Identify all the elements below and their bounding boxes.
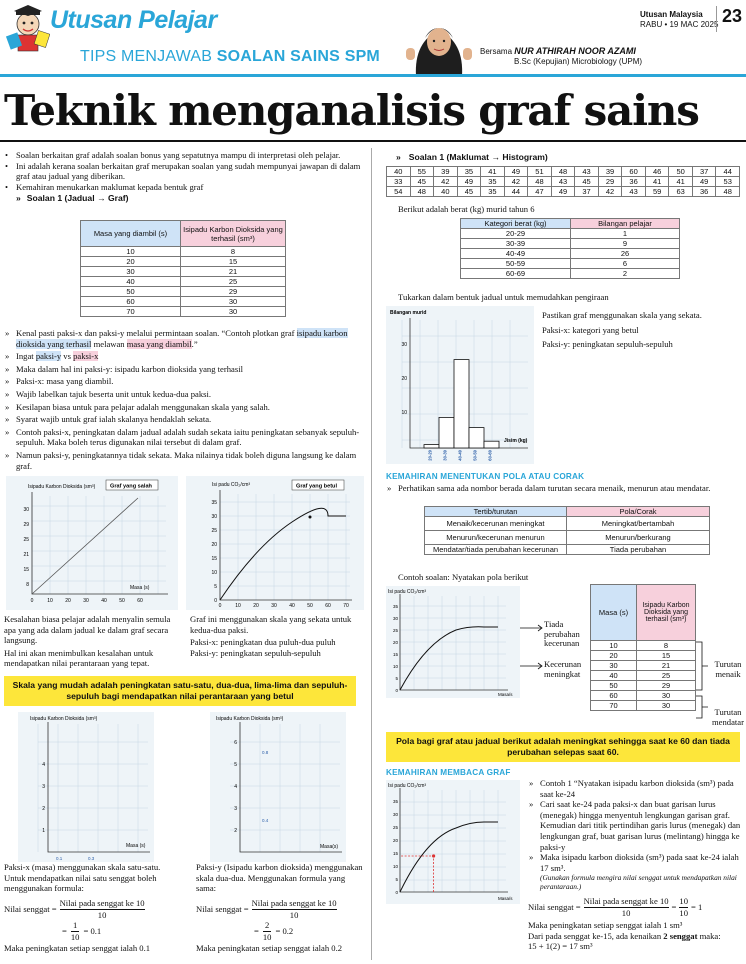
table-row: 60-69 2 (461, 269, 680, 279)
svg-text:3: 3 (234, 806, 237, 812)
svg-text:15: 15 (392, 851, 398, 856)
svg-text:15: 15 (211, 556, 217, 562)
svg-text:35: 35 (392, 799, 398, 804)
bersama-label: Bersama (480, 47, 513, 56)
author-credential: B.Sc (Kepujian) Microbiology (UPM) (514, 57, 643, 66)
wrong-xlabel: Masa (s) (130, 585, 150, 591)
svg-text:50: 50 (307, 603, 313, 609)
svg-text:20: 20 (392, 838, 398, 843)
histogram (386, 306, 534, 464)
tip-item: » Kenal pasti paksi-x dan paksi-y melalui permintaan soalan. “Contoh plotkan graf isipadu karbon dioksida yang terhasil melawan masa yang diambil.” (4, 328, 364, 349)
svg-text:10: 10 (392, 864, 398, 869)
svg-text:1: 1 (42, 828, 45, 834)
tips-list (4, 328, 364, 471)
svg-text:3: 3 (42, 784, 45, 790)
baca-item: » Cari saat ke-24 pada paksi-x dan buat garisan lurus (menegak) hingga menyentuh lengkungan garisan graf. Kemudian dari titik pertindihan garis lurus (menegak) dan lengkungan graf, buat garisan lurus (melintang) hingga ke paksi-y (528, 799, 744, 852)
svg-text:0.1: 0.1 (56, 856, 63, 861)
svg-text:20: 20 (392, 640, 398, 645)
headline-rule (0, 140, 746, 142)
svg-text:30: 30 (211, 514, 217, 520)
table-row: 40 25 (591, 671, 696, 681)
column-divider (371, 148, 372, 960)
th-isipadu: Isipadu Karbon Dioksida yang terhasil (sm³) (181, 221, 286, 247)
end-read-3: 15 + 1(2) = 17 sm³ (528, 941, 593, 952)
hist-ytick: 30 (401, 342, 407, 348)
callout-scale: Skala yang mudah adalah peningkatan satu-satu, dua-dua, lima-lima dan sepuluh-sepuluh bagi mendapatkan nilai perantaraan yang betul (4, 676, 356, 706)
table-row: 20 15 (81, 257, 286, 267)
author-name: NUR ATHIRAH NOOR AZAMI (514, 46, 636, 56)
caption-wrong-1: Kesalahan biasa pelajar adalah menyalin semula apa yang ada dalam jadual ke dalam graf secara langsung. (4, 614, 171, 646)
th-bilangan: Bilangan pelajar (571, 219, 680, 229)
svg-text:20: 20 (211, 542, 217, 548)
svg-text:35: 35 (211, 500, 217, 506)
hist-note: Paksi-x: kategori yang betul (542, 324, 639, 335)
masthead-bar (0, 74, 746, 77)
paper-date: RABU • 19 MAC 2025 (640, 20, 719, 29)
hist-ytick: 10 (401, 410, 407, 416)
soalan1-histogram-title: » Soalan 1 (Maklumat → Histogram) (396, 152, 548, 162)
table-masa-isipadu (80, 220, 286, 317)
g3-ylabel: Isipadu Karbon Dioksida (sm³) (30, 716, 98, 722)
page-number: 23 (716, 6, 742, 32)
table-row: Menurun/kecerunan menurun Menurun/berkurang (425, 531, 710, 545)
th-tertib: Tertib/turutan (425, 507, 567, 517)
table-row: Menaik/kecerunan meningkat Meningkat/bertambah (425, 517, 710, 531)
tip-item: » Contoh paksi-x, peningkatan dalam jadual adalah sudah sekata iaitu peningkatan sebanyak sepuluh-sepuluh. Maka boleh terus digunakan nilai tersebut di dalam graf. (4, 427, 364, 448)
label-tiada-perubahan: Tiada perubahan kecerunan (544, 619, 580, 648)
histogram-category: 60-69 (487, 450, 493, 461)
svg-text:10: 10 (235, 603, 241, 609)
headline: Teknik menganalisis graf sains (4, 86, 699, 135)
formula-read: Nilai senggat = Nilai pada senggat ke 10 10 = $\frac{10}{10}$ = 1 Maka peningkatan setiap senggat ialah 1 sm³ Dari pada senggat ke-15, ada kenaikan 2 senggat maka: 15 + 1(2) = 17 sm³ (528, 896, 744, 952)
svg-text:25: 25 (23, 537, 29, 543)
baca-item: » Contoh 1 “Nyatakan isipadu karbon dioksida (sm³) pada saat ke-24 (528, 778, 744, 799)
th-isipadu2: Isipadu Karbon Dioksida yang terhasil (sm³) (637, 585, 696, 641)
g5-xlabel: Masa/s (498, 692, 513, 697)
baca-note: (Gunakan formula mengira nilai senggat untuk mendapatkan nilai perantaraan.) (540, 873, 737, 892)
mascot-logo (6, 4, 50, 56)
section-pola: KEMAHIRAN MENENTUKAN POLA ATAU CORAK (386, 472, 585, 481)
svg-text:35: 35 (392, 604, 398, 609)
caption-g4: Paksi-y (Isipadu karbon dioksida) menggunakan skala dua-dua. Menggunakan formula yang sama: (196, 862, 363, 894)
svg-text:5: 5 (395, 676, 398, 681)
intro-bullet: • Kemahiran menukarkan maklumat kepada bentuk graf (4, 182, 364, 193)
g5-ylabel: Isi padu CO₂/cm³ (388, 589, 427, 595)
table-masa-pola (590, 584, 696, 711)
table-row: 40 55 39 35 41 49 51 48 43 39 60 46 50 37 44 (387, 167, 740, 177)
formula-g4: Nilai senggat = Nilai pada senggat ke 10 10 = $\frac{2}{10}$ = 0.2 Maka peningkatan setiap senggat ialah 0.2 (196, 898, 366, 954)
logo-text: Utusan Pelajar (50, 6, 217, 34)
end-g3: Maka peningkatan setiap senggat ialah 0.1 (4, 943, 151, 954)
svg-text:25: 25 (211, 528, 217, 534)
tip-item: » Wajib labelkan tajuk beserta unit untuk kedua-dua paksi. (4, 389, 364, 400)
th-masa: Masa yang diambil (s) (81, 221, 181, 247)
table-row: 50-59 6 (461, 259, 680, 269)
svg-text:2: 2 (42, 806, 45, 812)
baca-item: » Maka isipadu karbon dioksida (sm³) pada saat ke-24 ialah 17 sm³. (528, 852, 744, 873)
histogram-category: 30-39 (442, 450, 448, 461)
svg-text:0: 0 (218, 603, 222, 609)
tip-item: » Paksi-x: masa yang diambil. (4, 376, 364, 387)
g4-ylabel: Isipadu Karbon Dioksida (sm³) (216, 716, 284, 722)
svg-text:25: 25 (392, 628, 398, 633)
table-row: 60 30 (591, 691, 696, 701)
histogram-category: 50-59 (472, 450, 478, 461)
graph-pattern (386, 586, 520, 698)
caption-correct-2: Paksi-x: peningkatan dua puluh-dua puluh (190, 637, 336, 648)
intro-bullet: • Ini adalah kerana soalan berkaitan graf merupakan soalan yang sudah mempunyai jawapan di dalam graf atau jadual yang diberikan. (4, 161, 364, 182)
soalan1-title: Soalan 1 (Jadual → Graf) (26, 193, 129, 204)
svg-text:30: 30 (392, 812, 398, 817)
histogram-bar (454, 360, 469, 448)
svg-text:0.3: 0.3 (88, 856, 95, 861)
th-pola: Pola/Corak (567, 507, 710, 517)
caption-correct-3: Paksi-y: peningkatan sepuluh-sepuluh (190, 647, 321, 658)
svg-text:0: 0 (395, 688, 398, 693)
svg-text:20: 20 (253, 603, 259, 609)
svg-text:60: 60 (325, 603, 331, 609)
graph-read (386, 780, 520, 904)
wrong-label: Graf yang salah (110, 483, 152, 490)
g3-xlabel: Masa (s) (126, 843, 146, 849)
svg-text:40: 40 (101, 598, 107, 604)
table-row: 40 25 (81, 277, 286, 287)
svg-text:8: 8 (26, 582, 29, 588)
intro-bullet: • Soalan berkaitan graf adalah soalan bonus yang sepatutnya mampu di interpretasi oleh pelajar. (4, 150, 364, 161)
svg-text:5: 5 (395, 877, 398, 882)
svg-text:6: 6 (234, 740, 237, 746)
svg-text:21: 21 (23, 552, 29, 558)
svg-text:30: 30 (392, 616, 398, 621)
caption-correct (190, 614, 366, 658)
svg-text:0.4: 0.4 (262, 818, 269, 823)
callout-pola: Pola bagi graf atau jadual berikut adalah meningkat sehingga saat ke 60 dan tiada perubahan selepas saat 60. (386, 732, 740, 762)
arrow-pointers (520, 620, 546, 680)
th-kategori: Kategori berat (kg) (461, 219, 571, 229)
tip-item: » Maka dalam hal ini paksi-y: isipadu karbon dioksida yang terhasil (4, 364, 364, 375)
histogram-category: 20-29 (427, 450, 433, 461)
svg-text:5: 5 (214, 584, 217, 590)
svg-text:0.8: 0.8 (262, 750, 269, 755)
hist-ylabel: Bilangan murid (390, 310, 427, 316)
end-read-2: Dari pada senggat ke-15, ada kenaikan 2 senggat maka: (528, 930, 721, 941)
data-table (386, 166, 740, 197)
svg-text:0: 0 (395, 890, 398, 895)
svg-text:5: 5 (234, 762, 237, 768)
table-pola (424, 506, 710, 555)
table-row: 54 48 40 45 35 44 47 49 37 42 43 59 63 36 48 (387, 187, 740, 197)
intro-bullets: • Soalan berkaitan graf adalah soalan bonus yang sepatutnya mampu di interpretasi oleh pelajar. • Ini adalah kerana soalan berkaitan graf merupakan soalan yang sudah mempunyai jawapan di dalam graf atau jadual yang diberikan. • Kemahiran menukarkan maklumat kepada bentuk graf » Soalan 1 (Jadual → Graf) (4, 150, 364, 204)
svg-text:30: 30 (83, 598, 89, 604)
hist-note: Paksi-y: peningkatan sepuluh-sepuluh (542, 339, 673, 350)
hist-note: Pastikan graf menggunakan skala yang sekata. (542, 310, 702, 320)
table-row: 20-29 1 (461, 229, 680, 239)
byline (480, 46, 642, 67)
label-turutan-menaik: Turutan menaik (714, 659, 742, 679)
svg-text:20: 20 (65, 598, 71, 604)
histogram-bar (469, 428, 484, 448)
g6-xlabel: Masa/s (498, 896, 513, 901)
wrong-ylabel: Isipadu Karbon Dioksida (sm³) (28, 484, 96, 490)
th-masa2: Masa (s) (591, 585, 637, 641)
svg-text:10: 10 (392, 664, 398, 669)
svg-text:60: 60 (137, 598, 143, 604)
caption-wrong (4, 614, 180, 669)
tip-item: » Ingat paksi-y vs paksi-x (4, 351, 364, 362)
tip-item: » Kesilapan biasa untuk para pelajar adalah menggunakan skala yang salah. (4, 402, 364, 413)
svg-text:30: 30 (271, 603, 277, 609)
svg-text:15: 15 (392, 652, 398, 657)
graph-wrong (6, 476, 178, 610)
caption-g3: Paksi-x (masa) menggunakan skala satu-satu. Untuk mendapatkan nilai satu senggat boleh menggunakan formula: (4, 862, 161, 894)
tukar-text: Tukarkan dalam bentuk jadual untuk memudahkan pengiraan (398, 292, 609, 302)
table-row: 30 21 (81, 267, 286, 277)
hist-xlabel: Jisim (kg) (504, 438, 528, 444)
table-row: 50 29 (81, 287, 286, 297)
svg-text:0: 0 (214, 598, 217, 604)
label-kecerunan: Kecerunan meningkat (544, 659, 582, 679)
svg-text:10: 10 (47, 598, 53, 604)
table-row: 40-49 26 (461, 249, 680, 259)
table-row: 20 15 (591, 651, 696, 661)
author-photo (404, 12, 474, 76)
svg-text:30: 30 (23, 507, 29, 513)
paper-name: Utusan Malaysia (640, 10, 703, 19)
g4-xlabel: Masa(s) (320, 844, 339, 850)
correct-label: Graf yang betul (296, 483, 338, 490)
graph-y-scale (210, 712, 346, 862)
svg-text:2: 2 (234, 828, 237, 834)
table-row: 10 8 (81, 247, 286, 257)
hist-ytick: 20 (401, 376, 407, 382)
table-row: 30-39 9 (461, 239, 680, 249)
publication-info (640, 10, 718, 30)
end-g4: Maka peningkatan setiap senggat ialah 0.2 (196, 943, 343, 954)
histogram-bar (439, 417, 454, 448)
tip-item: » Namun paksi-y, peningkatannya tidak sekata. Maka nilainya tidak boleh diguna langsung ke dalam graf. (4, 450, 364, 471)
svg-text:29: 29 (23, 522, 29, 528)
svg-text:4: 4 (234, 784, 237, 790)
contoh-soalan: Contoh soalan: Nyatakan pola berikut (398, 572, 529, 582)
table-row: 70 30 (81, 307, 286, 317)
baca-list (528, 778, 744, 891)
berat-intro: Berikut adalah berat (kg) murid tahun 6 (398, 204, 535, 214)
svg-text:50: 50 (119, 598, 125, 604)
tip-item: » Syarat wajib untuk graf ialah skalanya hendaklah sekata. (4, 414, 364, 425)
graph-x-scale (18, 712, 154, 862)
svg-text:40: 40 (289, 603, 295, 609)
svg-text:4: 4 (42, 762, 45, 768)
tips-prefix: TIPS MENJAWAB (80, 48, 213, 65)
series-title (80, 48, 380, 66)
pola-intro: » Perhatikan sama ada nombor berada dalam turutan secara menaik, menurun atau mendatar. (386, 483, 740, 494)
label-turutan-mendatar: Turutan mendatar (712, 707, 744, 727)
graph-correct (186, 476, 364, 610)
histogram-bar (424, 445, 439, 448)
svg-text:10: 10 (211, 570, 217, 576)
table-row: 10 8 (591, 641, 696, 651)
formula-g3: Nilai senggat = Nilai pada senggat ke 10 10 = $\frac{1}{10}$ = 0.1 Maka peningkatan setiap senggat ialah 0.1 (4, 898, 180, 954)
tips-bold: SOALAN SAINS SPM (216, 48, 380, 65)
caption-correct-1: Graf ini menggunakan skala yang sekata untuk kedua-dua paksi. (190, 614, 352, 635)
end-read-1: Maka peningkatan setiap senggat ialah 1 sm³ (528, 920, 683, 931)
svg-text:25: 25 (392, 825, 398, 830)
table-berat (460, 218, 680, 279)
histogram-category: 40-49 (457, 450, 463, 461)
section-membaca: KEMAHIRAN MEMBACA GRAF (386, 768, 511, 777)
table-row: 50 29 (591, 681, 696, 691)
svg-text:70: 70 (343, 603, 349, 609)
caption-wrong-2: Hal ini akan menimbulkan kesalahan untuk mendapatkan nilai perantaraan yang tepat. (4, 647, 154, 669)
hist-notes (542, 310, 740, 350)
correct-ylabel: Isi padu CO₂/cm³ (212, 482, 251, 488)
histogram-bar (484, 441, 499, 448)
svg-text:15: 15 (23, 567, 29, 573)
table-row: 70 30 (591, 701, 696, 711)
table-row: Mendatar/tiada perubahan kecerunan Tiada perubahan (425, 545, 710, 555)
table-row: 33 45 42 49 35 42 48 43 45 29 36 41 41 49 53 (387, 177, 740, 187)
svg-text:0: 0 (30, 598, 34, 604)
g6-ylabel: Isi padu CO₂/cm³ (388, 783, 427, 789)
table-row: 30 21 (591, 661, 696, 671)
table-row: 60 30 (81, 297, 286, 307)
